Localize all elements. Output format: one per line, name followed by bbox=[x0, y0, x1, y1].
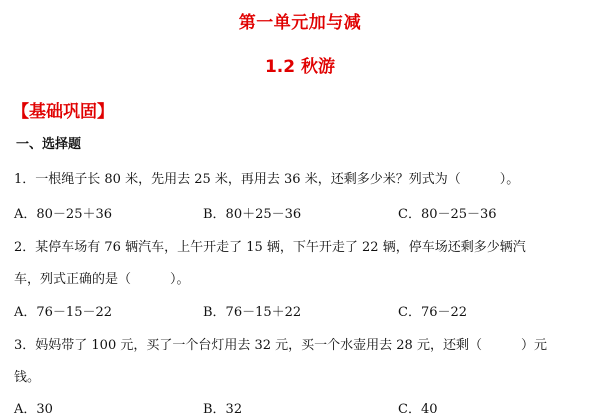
question-3-option-b: B．32 bbox=[203, 402, 243, 417]
question-3-text-line-2: 钱。 bbox=[14, 370, 41, 385]
question-3-option-c: C．40 bbox=[398, 402, 438, 417]
question-2-option-b: B．76－15＋22 bbox=[203, 305, 302, 320]
subheading: 一、选择题 bbox=[16, 137, 82, 152]
question-1-option-a: A．80－25＋36 bbox=[14, 207, 113, 222]
question-3-text-line-1: 3．妈妈带了 100 元，买了一个台灯用去 32 元，买一个水壶用去 28 元，还剩（ ）元 bbox=[14, 338, 547, 353]
lesson-title: 1.2 秋游 bbox=[264, 57, 336, 77]
question-1-option-c: C．80－25－36 bbox=[398, 207, 497, 222]
section-label: 【基础巩固】 bbox=[12, 102, 114, 122]
question-3-option-a: A．30 bbox=[14, 402, 53, 417]
question-1-option-b: B．80＋25－36 bbox=[203, 207, 302, 222]
question-2-option-c: C．76－22 bbox=[398, 305, 468, 320]
unit-title: 第一单元加与减 bbox=[238, 13, 362, 33]
question-2-option-a: A．76－15－22 bbox=[14, 305, 113, 320]
question-1-text: 1．一根绳子长 80 米，先用去 25 米，再用去 36 米，还剩多少米？列式为（ ）。 bbox=[14, 172, 520, 187]
question-2-text-line-1: 2．某停车场有 76 辆汽车，上午开走了 15 辆，下午开走了 22 辆，停车场还剩多少辆汽 bbox=[14, 240, 526, 255]
question-2-text-line-2: 车，列式正确的是（ ）。 bbox=[14, 272, 190, 287]
